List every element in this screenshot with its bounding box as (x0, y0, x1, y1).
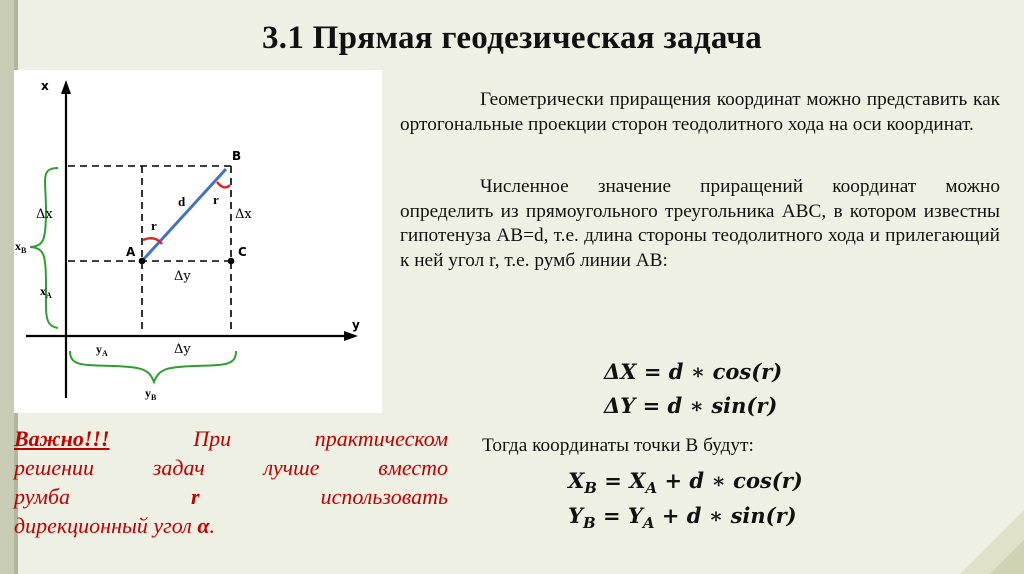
delta-y-bottom-label: Δy (174, 342, 191, 357)
segment-d-label: d (178, 194, 186, 209)
coordinate-diagram (14, 70, 382, 413)
yb-label: $y_B$ (145, 386, 157, 402)
explanation-paragraph-2: Численное значение приращений координат можно определить из прямоугольного треугольника АВС, в котором известны гипотенуза АВ=d, т.е. длина стороны теодолитного хода и прилегающий к ней угол r, т.е. румб линии АВ: (400, 176, 1000, 271)
point-c-label: C (238, 245, 247, 259)
axis-x-label: x (41, 79, 49, 93)
explanation-paragraph-1: Геометрически приращения координат можно представить как ортогональные проекции сторон теодолитного хода на оси координат. (400, 89, 1000, 135)
angle-arc-b (217, 182, 230, 187)
ya-label: $y_A$ (96, 342, 108, 358)
note-line-1: Важно!!! При практическом (14, 426, 449, 451)
xb-label: $x_B$ (15, 239, 27, 255)
then-text: Тогда координаты точки В будут: (482, 435, 754, 456)
angle-r-a-label: r (151, 218, 157, 233)
slide-title: 3.1 Прямая геодезическая задача (261, 20, 763, 56)
note-line-2: решении задач лучше вместо (14, 455, 448, 480)
x-axis-arrow (61, 80, 71, 94)
point-a-dot (139, 258, 146, 265)
point-c-dot (228, 258, 235, 265)
note-line-3: румба r использовать (14, 484, 449, 509)
point-b-label: B (232, 149, 242, 163)
segment-ab (142, 169, 226, 261)
note-line-4: дирекционный угол α. (14, 513, 215, 538)
delta-x-right-label: Δx (235, 207, 252, 222)
point-a-label: A (126, 245, 136, 259)
formula-delta-y: ΔY = d ∗ sin(r) (604, 393, 778, 418)
brace-xb (30, 168, 58, 328)
angle-r-b-label: r (213, 192, 219, 207)
brace-yb (70, 351, 236, 382)
axis-y-label: y (352, 318, 360, 332)
important-note (14, 424, 448, 540)
y-axis-arrow (344, 331, 358, 341)
xa-label: $x_A$ (40, 284, 52, 300)
delta-x-left-label: Δx (36, 207, 53, 222)
delta-y-mid-label: Δy (174, 269, 191, 284)
formula-xb: $X_B = X_A + d$ ∗ cos(r) (568, 468, 803, 498)
formula-yb: $Y_B = Y_A + d$ ∗ sin(r) (568, 503, 797, 533)
formula-delta-x: ΔX = d ∗ cos(r) (604, 359, 783, 384)
